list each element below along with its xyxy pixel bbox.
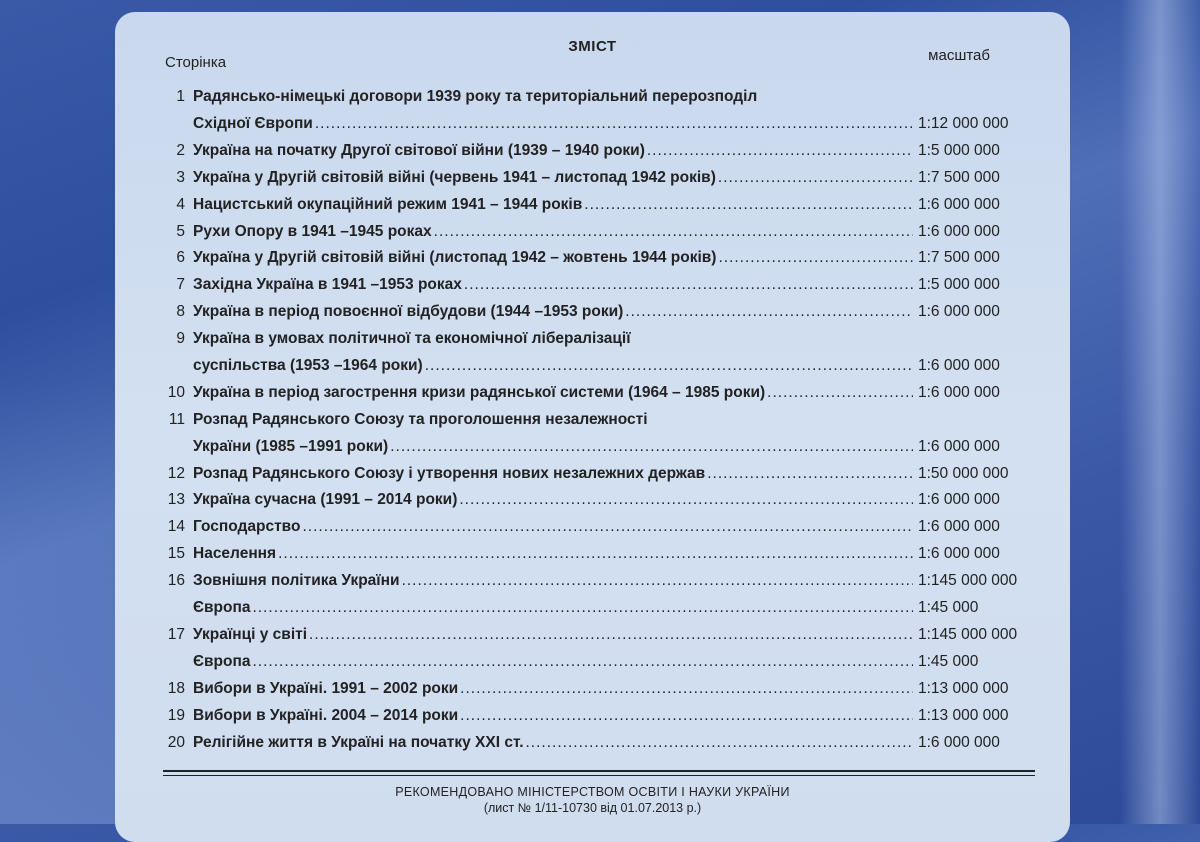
entry-title — [193, 196, 913, 214]
entry-scale: 1:6 000 000 — [918, 438, 1000, 455]
entry-title — [193, 411, 913, 429]
entry-title — [193, 491, 913, 509]
contents-entry — [115, 169, 1070, 193]
entry-page-number: 13 — [167, 491, 185, 508]
entry-title-text: Нацистський окупаційний режим 1941 – 1944 років — [193, 196, 583, 213]
ministry-letter-reference: (лист № 1/11-10730 від 01.07.2013 р.) — [483, 801, 702, 815]
dot-leader — [718, 169, 913, 187]
entry-page-number: 3 — [176, 169, 185, 186]
entry-title-text: Вибори в Україні. 2004 – 2014 роки — [193, 707, 459, 724]
dot-leader — [584, 196, 913, 214]
entry-title-text: Східної Європи — [193, 115, 313, 132]
background-highlight — [0, 380, 120, 824]
entry-scale: 1:145 000 000 — [918, 572, 1018, 589]
dot-leader — [252, 653, 913, 671]
entry-title-text: Зовнішня політика України — [193, 572, 400, 589]
entry-page-number: 6 — [176, 249, 185, 266]
entry-scale: 1:6 000 000 — [918, 223, 1000, 240]
entry-scale: 1:6 000 000 — [918, 303, 1000, 320]
entry-scale: 1:7 500 000 — [918, 169, 1000, 186]
dot-leader — [425, 357, 913, 375]
entry-page-number: 9 — [176, 330, 185, 347]
dot-leader — [390, 438, 913, 456]
scale-column-header: масштаб — [928, 47, 990, 64]
entry-title — [193, 88, 913, 106]
entry-title-text: Україна в період повоєнної відбудови (1944 –1953 роки) — [193, 303, 624, 320]
contents-entry — [115, 411, 1070, 435]
entry-title-text: Західна Україна в 1941 –1953 роках — [193, 276, 462, 293]
entry-title — [193, 303, 913, 321]
entry-scale: 1:13 000 000 — [918, 707, 1009, 724]
entry-page-number: 5 — [176, 223, 185, 240]
entry-page-number: 1 — [176, 88, 185, 105]
contents-entry — [115, 707, 1070, 731]
contents-entry — [115, 357, 1070, 381]
dot-leader — [278, 545, 913, 563]
contents-entry — [115, 115, 1070, 139]
entry-page-number: 20 — [167, 734, 185, 751]
entry-scale: 1:6 000 000 — [918, 491, 1000, 508]
entry-title — [193, 734, 913, 752]
entry-scale: 1:5 000 000 — [918, 276, 1000, 293]
entry-title-text: Україна в період загострення кризи радянської системи (1964 – 1985 роки) — [193, 384, 766, 401]
dot-leader — [315, 115, 913, 133]
divider — [163, 775, 1035, 776]
contents-entry — [115, 626, 1070, 650]
contents-entry — [115, 330, 1070, 354]
entry-title — [193, 357, 913, 375]
recommendation-note: РЕКОМЕНДОВАНО МІНІСТЕРСТВОМ ОСВІТИ І НАУКИ УКРАЇНИ — [395, 785, 790, 799]
entry-scale: 1:6 000 000 — [918, 384, 1000, 401]
dot-leader — [402, 572, 913, 590]
entry-title-text: Релігійне життя в Україні на початку XXI ст. — [193, 734, 524, 751]
dot-leader — [302, 518, 913, 536]
entry-title-text: Населення — [193, 545, 277, 562]
entry-page-number: 8 — [176, 303, 185, 320]
contents-entry — [115, 545, 1070, 569]
entry-scale: 1:6 000 000 — [918, 357, 1000, 374]
entry-title-text: Україна сучасна (1991 – 2014 роки) — [193, 491, 458, 508]
entry-title-text: Україна на початку Другої світової війни (1939 – 1940 роки) — [193, 142, 645, 159]
entry-scale: 1:45 000 — [918, 653, 979, 670]
entry-page-number: 19 — [167, 707, 185, 724]
divider — [163, 770, 1035, 772]
contents-entry — [115, 491, 1070, 515]
entry-scale: 1:5 000 000 — [918, 142, 1000, 159]
contents-entry — [115, 438, 1070, 462]
entry-page-number: 10 — [167, 384, 185, 401]
entry-page-number: 4 — [176, 196, 185, 213]
entry-title-text: Європа — [193, 599, 251, 616]
entry-page-number: 17 — [167, 626, 185, 643]
entry-scale: 1:6 000 000 — [918, 196, 1000, 213]
dot-leader — [434, 223, 913, 241]
entry-title — [193, 680, 913, 698]
dot-leader — [767, 384, 913, 402]
entry-page-number: 2 — [176, 142, 185, 159]
page-column-header: Сторінка — [165, 54, 227, 71]
entry-scale: 1:6 000 000 — [918, 545, 1000, 562]
dot-leader — [625, 303, 913, 321]
entry-title-text: Україна у Другій світовій війні (червень 1941 – листопад 1942 років) — [193, 169, 716, 186]
entry-title-text: суспільства (1953 –1964 роки) — [193, 357, 423, 374]
entry-page-number: 16 — [167, 572, 185, 589]
contents-entry — [115, 465, 1070, 489]
entry-scale: 1:7 500 000 — [918, 249, 1000, 266]
entry-page-number: 14 — [167, 518, 185, 535]
contents-entry — [115, 653, 1070, 677]
entry-page-number: 7 — [176, 276, 185, 293]
entry-title-text: Рухи Опору в 1941 –1945 роках — [193, 223, 432, 240]
contents-entry — [115, 249, 1070, 273]
contents-entry — [115, 734, 1070, 758]
dot-leader — [718, 249, 913, 267]
entry-title-text: України (1985 –1991 роки) — [193, 438, 389, 455]
entry-scale: 1:45 000 — [918, 599, 979, 616]
entry-title-text: Розпад Радянського Союзу і утворення нових незалежних держав — [193, 465, 706, 482]
entry-title — [193, 142, 913, 160]
entry-page-number: 12 — [167, 465, 185, 482]
dot-leader — [460, 680, 913, 698]
entry-title — [193, 276, 913, 294]
dot-leader — [459, 491, 913, 509]
entry-title-text: Розпад Радянського Союзу та проголошення незалежності — [193, 411, 648, 428]
dot-leader — [460, 707, 913, 725]
contents-entry — [115, 142, 1070, 166]
entry-page-number: 15 — [167, 545, 185, 562]
entry-title — [193, 169, 913, 187]
entry-page-number: 11 — [168, 411, 185, 428]
entry-title — [193, 330, 913, 348]
dot-leader — [309, 626, 913, 644]
entry-title-text: Україна у Другій світовій війні (листопад 1942 – жовтень 1944 років) — [193, 249, 717, 266]
background-highlight — [1120, 0, 1200, 824]
entry-title-text: Господарство — [193, 518, 301, 535]
entry-scale: 1:145 000 000 — [918, 626, 1018, 643]
contents-entry — [115, 599, 1070, 623]
entry-scale: 1:6 000 000 — [918, 734, 1000, 751]
entry-title — [193, 545, 913, 563]
entry-title — [193, 653, 913, 671]
entry-scale: 1:12 000 000 — [918, 115, 1009, 132]
entry-title-text: Вибори в Україні. 1991 – 2002 роки — [193, 680, 459, 697]
contents-title: ЗМІСТ — [568, 38, 617, 55]
entry-title — [193, 438, 913, 456]
contents-entry — [115, 276, 1070, 300]
entry-title — [193, 599, 913, 617]
entry-page-number: 18 — [167, 680, 185, 697]
entry-title — [193, 223, 913, 241]
entry-title-text: Українці у світі — [193, 626, 308, 643]
entry-title — [193, 249, 913, 267]
entry-title — [193, 518, 913, 536]
entry-scale: 1:50 000 000 — [918, 465, 1009, 482]
entry-title — [193, 707, 913, 725]
entry-scale: 1:6 000 000 — [918, 518, 1000, 535]
entry-title — [193, 465, 913, 483]
contents-entry — [115, 384, 1070, 408]
dot-leader — [252, 599, 913, 617]
dot-leader — [647, 142, 913, 160]
contents-entry — [115, 88, 1070, 112]
dot-leader — [707, 465, 913, 483]
dot-leader — [464, 276, 913, 294]
entry-title — [193, 626, 913, 644]
contents-entry — [115, 572, 1070, 596]
contents-panel — [115, 12, 1070, 842]
contents-entry — [115, 680, 1070, 704]
entry-scale: 1:13 000 000 — [918, 680, 1009, 697]
entry-title-text: Європа — [193, 653, 251, 670]
contents-entry — [115, 303, 1070, 327]
contents-entry — [115, 196, 1070, 220]
entry-title-text: Радянсько-німецькі договори 1939 року та територіальний перерозподіл — [193, 88, 758, 105]
entry-title-text: Україна в умовах політичної та економічної лібералізації — [193, 330, 631, 347]
contents-entry — [115, 518, 1070, 542]
entry-title — [193, 115, 913, 133]
contents-entry — [115, 223, 1070, 247]
entry-title — [193, 384, 913, 402]
entry-title — [193, 572, 913, 590]
dot-leader — [526, 734, 914, 752]
